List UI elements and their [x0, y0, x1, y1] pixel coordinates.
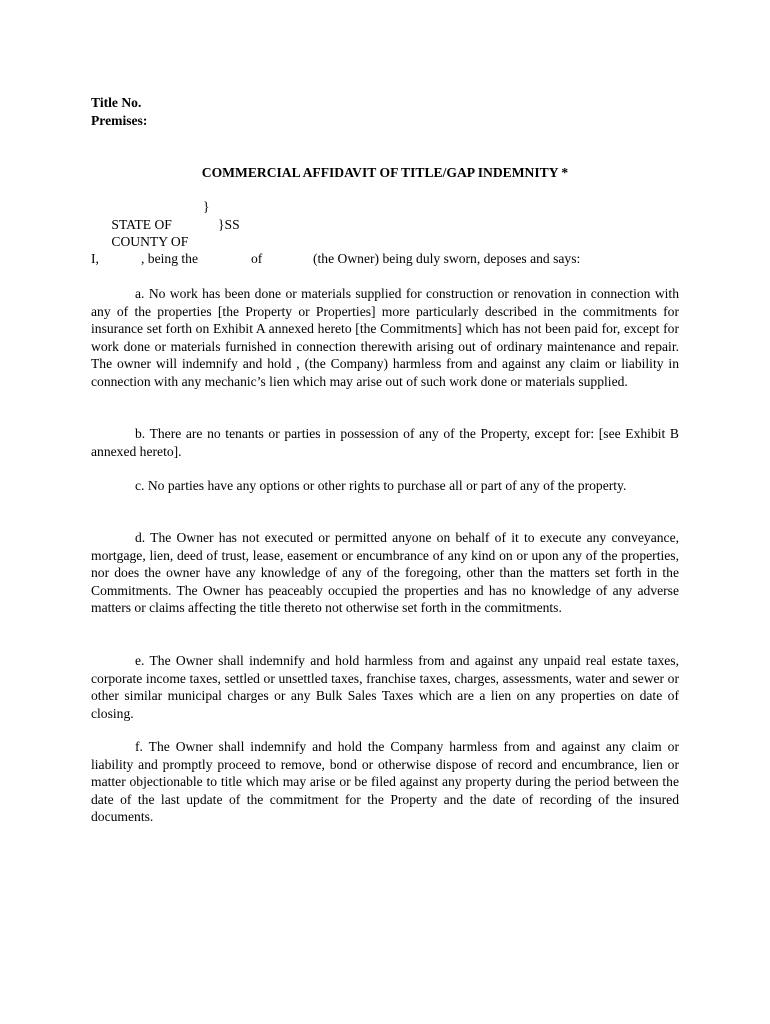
county-brace: }SS: [218, 216, 240, 232]
intro-i: I,: [91, 251, 99, 266]
paragraph-e: e. The Owner shall indemnify and hold harmless from and against any unpaid real estate taxes, corporate income taxes, settled or unsettled taxes, franchise taxes, charges, assessments, water and sewer or other similar municipal charges or any Bulk Sales Taxes which are a lien on any properties on date of closing.: [91, 653, 679, 721]
title-number-label: Title No.: [91, 95, 142, 110]
state-row: [91, 198, 210, 232]
paragraph-b: b. There are no tenants or parties in possession of any of the Property, except for: [see Exhibit B annexed hereto].: [91, 426, 679, 459]
venue-block: [91, 198, 240, 249]
county-row: [91, 216, 240, 249]
intro-being-the: , being the: [141, 251, 199, 266]
intro-rest: (the Owner) being duly sworn, deposes and says:: [313, 251, 581, 266]
paragraph-f: f. The Owner shall indemnify and hold the Company harmless from and against any claim or liability and promptly proceed to remove, bond or otherwise dispose of record and encumbrance, lien or matter objectionable to title which may arise or be filed against any property during the period between the date of the last update of the commitment for the Property and the date of recording of the insured documents.: [91, 739, 679, 824]
document-header: [91, 94, 147, 129]
paragraph-a: a. No work has been done or materials supplied for construction or renovation in connection with any of the properties [the Property or Properties] more particularly described in the commitments for insurance set forth on Exhibit A annexed hereto [the Commitments] which has not been paid for, except for work done or materials furnished in connection therewith arising out of ordinary maintenance and repair. The owner will indemnify and hold , (the Company) harmless from and against any claim or liability in connection with any mechanic’s lien which may arise out of such work done or materials supplied.: [91, 286, 679, 389]
paragraph-c: c. No parties have any options or other rights to purchase all or part of any of the property.: [135, 478, 627, 493]
state-brace: }: [203, 199, 210, 214]
paragraph-d: d. The Owner has not executed or permitted anyone on behalf of it to execute any conveyance, mortgage, lien, deed of trust, lease, easement or encumbrance of any kind on or upon any of the properties, nor does the owner have any knowledge of any of the foregoing, other than the matters set forth in the Commitments. The Owner has peaceably occupied the properties and has no knowledge of any adverse matters or claims affecting the title thereto not otherwise set forth in the commitments.: [91, 530, 679, 615]
intro-of: of: [251, 251, 263, 266]
document-title: COMMERCIAL AFFIDAVIT OF TITLE/GAP INDEMNITY *: [201, 165, 569, 180]
state-label: STATE OF: [111, 216, 172, 232]
county-label: COUNTY OF: [111, 234, 189, 249]
premises-label: Premises:: [91, 112, 148, 128]
